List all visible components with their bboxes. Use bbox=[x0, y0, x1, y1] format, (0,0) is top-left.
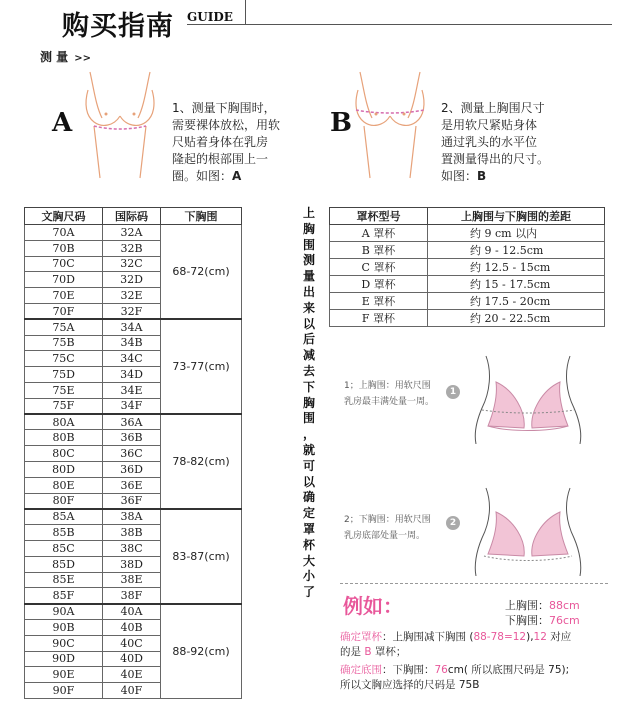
example-upper-label: 上胸围： bbox=[505, 599, 549, 612]
intl-size-cell: 32F bbox=[103, 303, 161, 319]
intl-size-cell: 38D bbox=[103, 556, 161, 572]
illustration-2-note bbox=[344, 512, 454, 544]
intl-size-cell: 32E bbox=[103, 288, 161, 304]
example-band-text-2: cm( 所以底围尺码是 75); bbox=[447, 664, 570, 676]
table-row bbox=[25, 319, 242, 335]
table-row bbox=[330, 259, 605, 276]
bra-size-cell: 75F bbox=[25, 398, 103, 414]
size-table-body bbox=[25, 225, 242, 699]
cup-header-type: 罩杯型号 bbox=[330, 208, 428, 225]
underband-cell: 88-92(cm) bbox=[161, 604, 242, 699]
bra-size-cell: 75E bbox=[25, 382, 103, 398]
section-arrow: >> bbox=[74, 53, 91, 64]
example-band-text-1: ：下胸围： bbox=[382, 664, 435, 676]
intl-size-cell: 34A bbox=[103, 319, 161, 335]
example-cup-line2-a: 的是 bbox=[340, 646, 365, 658]
header-divider-line bbox=[187, 24, 612, 25]
bra-size-cell: 85E bbox=[25, 572, 103, 588]
intl-size-cell: 40A bbox=[103, 604, 161, 620]
bra-upper-illustration bbox=[468, 352, 588, 444]
example-title: 例如： bbox=[343, 594, 403, 618]
measure-b-ref: B bbox=[477, 169, 487, 183]
vertical-note: 上 胸 围 测 量 出 来 以 后 减 去 下 胸 围 ， 就 可 以 确 定 罩 杯 大 小 了 bbox=[302, 206, 315, 600]
bra-size-cell: 85D bbox=[25, 556, 103, 572]
cup-diff-cell: 约 9 cm 以内 bbox=[428, 225, 605, 242]
measure-b-line: 2、测量上胸围尺寸 bbox=[441, 101, 545, 115]
underband-cell: 83-87(cm) bbox=[161, 509, 242, 604]
bra-size-cell: 80B bbox=[25, 430, 103, 446]
table-row bbox=[25, 604, 242, 620]
cup-type-cell: F 罩杯 bbox=[330, 310, 428, 327]
header-divider-tick bbox=[245, 0, 246, 25]
illustration-1-line: 1；上胸围：用软尺围 bbox=[344, 381, 431, 391]
table-row bbox=[25, 225, 242, 241]
intl-size-cell: 34B bbox=[103, 335, 161, 351]
cup-table bbox=[329, 207, 605, 327]
bra-size-cell: 90A bbox=[25, 604, 103, 620]
cup-type-cell: D 罩杯 bbox=[330, 276, 428, 293]
table-row bbox=[330, 310, 605, 327]
example-band-line-2: 所以文胸应选择的尺码是 75B bbox=[340, 679, 480, 691]
measure-a-line: 1、测量下胸围时， bbox=[172, 101, 276, 115]
example-cup-text-2: ), bbox=[526, 631, 534, 643]
size-header-intl: 国际码 bbox=[103, 208, 161, 225]
cup-diff-cell: 约 17.5 - 20cm bbox=[428, 293, 605, 310]
intl-size-cell: 36F bbox=[103, 493, 161, 509]
bra-size-cell: 75C bbox=[25, 351, 103, 367]
intl-size-cell: 34E bbox=[103, 382, 161, 398]
example-band-label: 确定底围 bbox=[340, 664, 382, 676]
measure-a-description bbox=[172, 100, 307, 185]
intl-size-cell: 34C bbox=[103, 351, 161, 367]
page-header bbox=[0, 0, 620, 42]
cup-table-header-row bbox=[330, 208, 605, 225]
intl-size-cell: 40C bbox=[103, 635, 161, 651]
intl-size-cell: 34D bbox=[103, 367, 161, 383]
example-cup-result: 12 bbox=[533, 631, 547, 643]
bra-size-cell: 70C bbox=[25, 256, 103, 272]
cup-type-cell: B 罩杯 bbox=[330, 242, 428, 259]
table-row bbox=[330, 225, 605, 242]
size-header-underband: 下胸围 bbox=[161, 208, 242, 225]
example-lower-value: 76cm bbox=[549, 614, 580, 627]
measure-a-ref: A bbox=[232, 169, 242, 183]
measure-b-letter: B bbox=[330, 108, 352, 138]
bra-size-cell: 90E bbox=[25, 667, 103, 683]
intl-size-cell: 36D bbox=[103, 461, 161, 477]
bra-size-cell: 90C bbox=[25, 635, 103, 651]
measure-a-line: 需要裸体放松，用软 bbox=[172, 118, 281, 132]
bra-size-cell: 80F bbox=[25, 493, 103, 509]
example-upper bbox=[505, 597, 580, 613]
example-cup-text-1: ：上胸围减下胸围 ( bbox=[382, 631, 474, 643]
intl-size-cell: 38E bbox=[103, 572, 161, 588]
measure-a-line: 隆起的根部围上一 bbox=[172, 152, 269, 166]
example-cup-line2-b: 罩杯； bbox=[371, 646, 407, 658]
table-row bbox=[25, 509, 242, 525]
illustration-1-line: 乳房最丰满处量一周。 bbox=[344, 397, 435, 407]
measure-a-line: 尺贴着身体在乳房 bbox=[172, 135, 269, 149]
cup-table-body bbox=[330, 225, 605, 327]
bra-size-cell: 80C bbox=[25, 446, 103, 462]
cup-diff-cell: 约 9 - 12.5cm bbox=[428, 242, 605, 259]
bra-size-cell: 75A bbox=[25, 319, 103, 335]
intl-size-cell: 36C bbox=[103, 446, 161, 462]
size-table-header-row bbox=[25, 208, 242, 225]
bra-size-cell: 75B bbox=[25, 335, 103, 351]
intl-size-cell: 40D bbox=[103, 651, 161, 667]
bra-size-cell: 80E bbox=[25, 477, 103, 493]
cup-header-diff: 上胸围与下胸围的差距 bbox=[428, 208, 605, 225]
section-measure-text: 测 量 bbox=[40, 50, 69, 64]
torso-a-illustration bbox=[80, 70, 160, 180]
bra-size-cell: 70A bbox=[25, 225, 103, 241]
measure-b-line: 是用软尺紧贴身体 bbox=[441, 118, 538, 132]
intl-size-cell: 32B bbox=[103, 240, 161, 256]
table-row bbox=[330, 293, 605, 310]
measure-b-description bbox=[441, 100, 576, 185]
torso-b-illustration bbox=[350, 70, 430, 180]
illustration-2-line: 乳房底部处量一周。 bbox=[344, 531, 426, 541]
intl-size-cell: 38B bbox=[103, 525, 161, 541]
intl-size-cell: 38C bbox=[103, 540, 161, 556]
example-band-value: 76 bbox=[434, 664, 448, 676]
example-lower bbox=[505, 612, 580, 628]
measure-a-line-last bbox=[172, 168, 307, 185]
underband-cell: 68-72(cm) bbox=[161, 225, 242, 320]
bra-size-cell: 85F bbox=[25, 588, 103, 604]
bra-size-cell: 70E bbox=[25, 288, 103, 304]
cup-diff-cell: 约 12.5 - 15cm bbox=[428, 259, 605, 276]
example-band-line-1 bbox=[340, 663, 608, 678]
page-title: 购买指南 bbox=[62, 11, 174, 42]
cup-type-cell: C 罩杯 bbox=[330, 259, 428, 276]
bra-size-cell: 90D bbox=[25, 651, 103, 667]
intl-size-cell: 36A bbox=[103, 414, 161, 430]
bra-size-cell: 85A bbox=[25, 509, 103, 525]
example-cup-formula: 88-78=12 bbox=[473, 631, 527, 643]
bra-size-cell: 80D bbox=[25, 461, 103, 477]
bra-lower-illustration bbox=[468, 486, 588, 576]
intl-size-cell: 40F bbox=[103, 683, 161, 699]
bra-size-cell: 80A bbox=[25, 414, 103, 430]
example-cup-text-3: 对应 bbox=[546, 631, 572, 643]
bra-size-cell: 85B bbox=[25, 525, 103, 541]
size-header-bra: 文胸尺码 bbox=[25, 208, 103, 225]
illustration-1-note bbox=[344, 378, 454, 410]
cup-type-cell: E 罩杯 bbox=[330, 293, 428, 310]
table-row bbox=[330, 242, 605, 259]
measure-b-line-last bbox=[441, 168, 576, 185]
intl-size-cell: 38A bbox=[103, 509, 161, 525]
bra-size-cell: 75D bbox=[25, 367, 103, 383]
example-cup-line-2 bbox=[340, 645, 608, 660]
measure-a-letter: A bbox=[52, 108, 73, 138]
cup-diff-cell: 约 15 - 17.5cm bbox=[428, 276, 605, 293]
intl-size-cell: 32D bbox=[103, 272, 161, 288]
page-subtitle: GUIDE bbox=[187, 10, 233, 24]
measure-b-last-prefix: 如图： bbox=[441, 169, 478, 183]
step-2-badge: 2 bbox=[446, 516, 460, 530]
bra-size-cell: 85C bbox=[25, 540, 103, 556]
intl-size-cell: 32A bbox=[103, 225, 161, 241]
example-cup-label: 确定罩杯 bbox=[340, 631, 382, 643]
intl-size-cell: 38F bbox=[103, 588, 161, 604]
intl-size-cell: 36E bbox=[103, 477, 161, 493]
intl-size-cell: 40B bbox=[103, 619, 161, 635]
underband-cell: 73-77(cm) bbox=[161, 319, 242, 414]
bra-size-cell: 90F bbox=[25, 683, 103, 699]
bra-size-cell: 90B bbox=[25, 619, 103, 635]
step-1-badge: 1 bbox=[446, 385, 460, 399]
measure-b-line: 置测量得出的尺寸。 bbox=[441, 152, 550, 166]
underband-cell: 78-82(cm) bbox=[161, 414, 242, 509]
intl-size-cell: 34F bbox=[103, 398, 161, 414]
bra-size-cell: 70D bbox=[25, 272, 103, 288]
intl-size-cell: 32C bbox=[103, 256, 161, 272]
size-table bbox=[24, 207, 242, 699]
cup-diff-cell: 约 20 - 22.5cm bbox=[428, 310, 605, 327]
example-upper-value: 88cm bbox=[549, 599, 580, 612]
example-lower-label: 下胸围： bbox=[505, 614, 549, 627]
example-cup-line-1 bbox=[340, 630, 608, 645]
bra-size-cell: 70B bbox=[25, 240, 103, 256]
example-cup-letter: B bbox=[364, 646, 372, 658]
cup-type-cell: A 罩杯 bbox=[330, 225, 428, 242]
example-divider bbox=[340, 583, 608, 584]
intl-size-cell: 36B bbox=[103, 430, 161, 446]
measure-a-last-prefix: 圈。如图： bbox=[172, 169, 233, 183]
measure-b-line: 通过乳头的水平位 bbox=[441, 135, 538, 149]
illustration-2-line: 2；下胸围：用软尺围 bbox=[344, 515, 431, 525]
intl-size-cell: 40E bbox=[103, 667, 161, 683]
bra-size-cell: 70F bbox=[25, 303, 103, 319]
table-row bbox=[330, 276, 605, 293]
table-row bbox=[25, 414, 242, 430]
section-measure-label bbox=[40, 48, 91, 65]
